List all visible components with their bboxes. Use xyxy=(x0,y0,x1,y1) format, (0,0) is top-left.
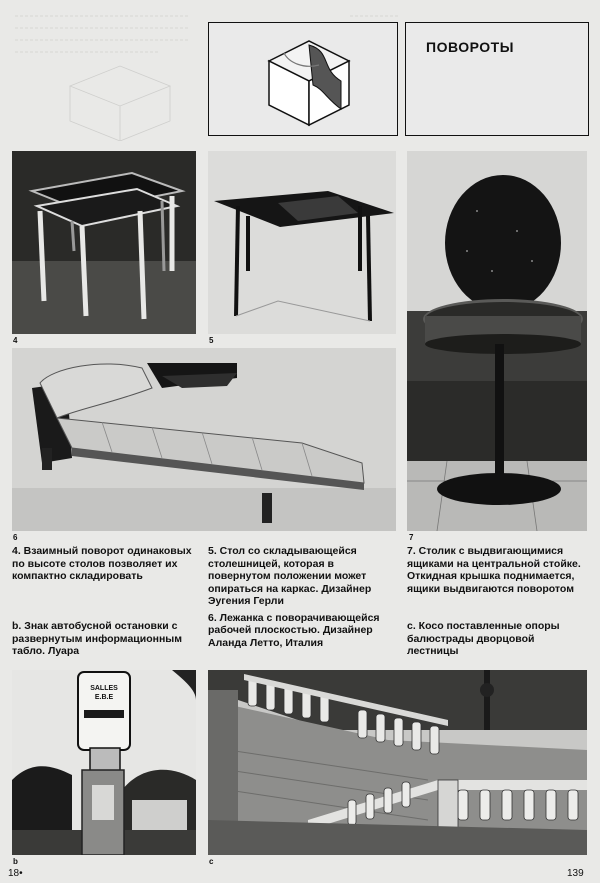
figure-number-4: 4 xyxy=(13,336,18,345)
photo-7-round-table xyxy=(407,151,587,531)
caption-6-text: 6. Лежанка с поворачивающейся рабочей плоскостью. Дизайнер Аланда Летто, Италия xyxy=(208,611,380,649)
photo-6-daybed xyxy=(12,348,396,531)
bleed-through-text-left xyxy=(10,6,200,141)
sign-text-line1: SALLES xyxy=(90,685,118,692)
section-title-box xyxy=(405,22,589,136)
sign-text xyxy=(84,684,124,702)
right-page-number: 139 xyxy=(567,868,584,879)
photo-c-palace-staircase xyxy=(208,670,587,855)
figure-number-5: 5 xyxy=(209,336,214,345)
caption-b-text: b. Знак автобусной остановки с развернутым информационным табло. Луара xyxy=(12,620,183,657)
figure-number-6: 6 xyxy=(13,533,18,542)
photo-5-folding-table xyxy=(208,151,396,334)
figure-number-7: 7 xyxy=(409,533,414,542)
rotated-cube-diagram xyxy=(209,23,397,135)
caption-4 xyxy=(12,545,196,587)
figure-number-b: b xyxy=(13,857,18,866)
caption-c xyxy=(407,620,587,662)
sign-text-line2: E.B.E xyxy=(94,694,114,701)
caption-5-6 xyxy=(208,545,396,653)
caption-b xyxy=(12,620,196,662)
caption-7 xyxy=(407,545,587,599)
photo-b-bus-stop-sign xyxy=(12,670,196,855)
section-title: ПОВОРОТЫ xyxy=(426,39,514,55)
figure-number-c: c xyxy=(209,857,214,866)
caption-c-text: c. Косо поставленные опоры балюстрады дворцовой лестницы xyxy=(407,620,560,657)
photo-4-stacked-tables xyxy=(12,151,196,334)
bleed-through-sketch xyxy=(10,6,200,141)
left-page-number: 18• xyxy=(8,868,23,879)
caption-7-text: 7. Столик с выдвигающимися ящиками на центральной стойке. Откидная крышка поднимается, ящики выдвигаются поворотом xyxy=(407,545,581,595)
caption-5-text: 5. Стол со складывающейся столешницей, которая в повернутом положении может опираться на каркас. Дизайнер Эугения Герли xyxy=(208,545,372,607)
caption-4-text: 4. Взаимный поворот одинаковых по высоте столов позволяет их компактно складировать xyxy=(12,545,192,582)
header-diagram-box xyxy=(208,22,398,136)
